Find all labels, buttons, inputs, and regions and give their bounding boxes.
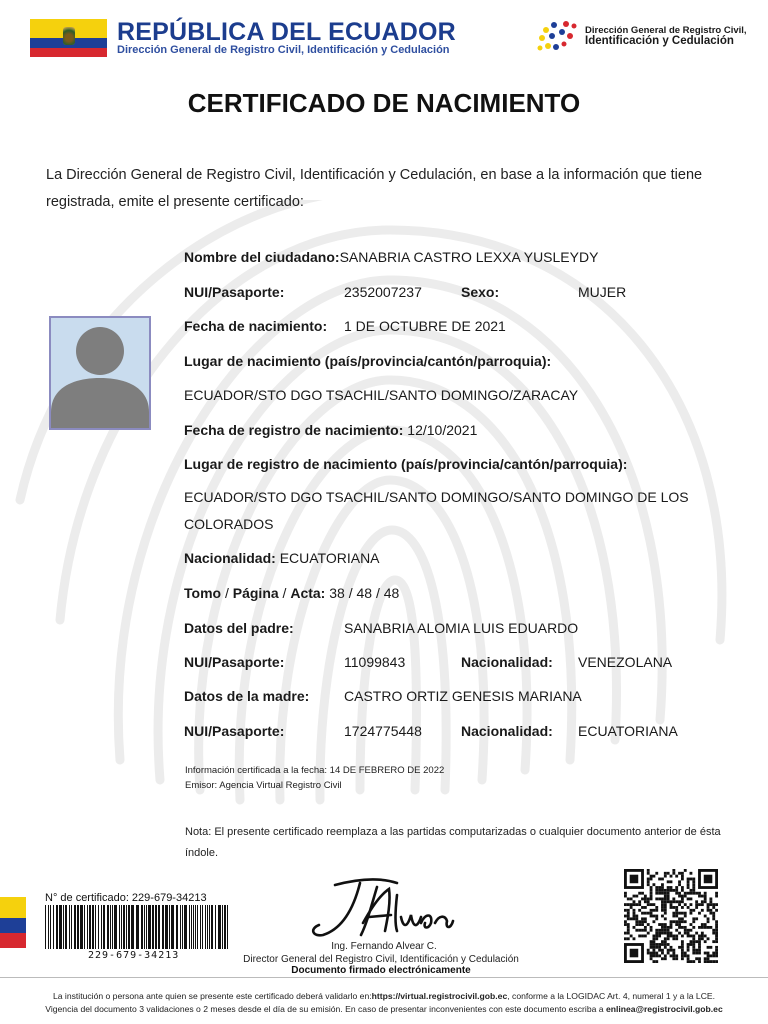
person-silhouette-icon xyxy=(51,318,149,428)
footer-line1: La institución o persona ante quien se presente este certificado deberá validarlo en:https://virtual.registrocivil.gob.ec, conforme a la LOGIDAC Art. 4, numeral 1 y a la LCE. xyxy=(52,991,716,1001)
father-name: SANABRIA ALOMIA LUIS EDUARDO xyxy=(344,620,579,636)
qr-code xyxy=(622,869,720,963)
registration-place: ECUADOR/STO DGO TSACHIL/SANTO DOMINGO/SANTO DOMINGO DE LOS COLORADOS xyxy=(184,489,689,532)
coat-of-arms-icon xyxy=(63,27,75,45)
registro-civil-logo-icon xyxy=(536,16,580,58)
footer-line2: Vigencia del documento 3 validaciones o 2 meses desde el día de su emisión. En caso de presentar inconvenientes con este documento escriba a enlinea@registrocivil.gob.ec xyxy=(45,1004,723,1014)
barcode-number: 229-679-34213 xyxy=(88,950,180,961)
nationality-label: Nacionalidad: xyxy=(184,550,276,566)
footer-divider xyxy=(0,977,768,978)
tomo-row: Tomo / Página / Acta: 38 / 48 / 48 xyxy=(184,585,400,601)
nationality-row xyxy=(184,550,380,566)
institution-subtitle: Dirección General de Registro Civil, Identificación y Cedulación xyxy=(117,44,450,56)
birth-date: 1 DE OCTUBRE DE 2021 xyxy=(344,318,506,334)
father-nationality: VENEZOLANA xyxy=(578,654,673,670)
father-nui: 11099843 xyxy=(344,654,406,670)
signatory-role: Director General del Registro Civil, Identificación y Cedulación xyxy=(243,954,519,965)
support-email-link[interactable]: enlinea@registrocivil.gob.ec xyxy=(605,1004,723,1014)
father-nationality-label: Nacionalidad: xyxy=(461,654,553,670)
mother-nui: 1724775448 xyxy=(344,723,422,739)
citizen-name: SANABRIA CASTRO LEXXA YUSLEYDY xyxy=(339,249,599,265)
citizen-name-row xyxy=(184,249,598,265)
registration-place-label: Lugar de registro de nacimiento (país/provincia/cantón/parroquia): xyxy=(184,456,628,472)
certificate-number: N° de certificado: 229-679-34213 xyxy=(45,892,207,904)
intro-paragraph: La Dirección General de Registro Civil, Identificación y Cedulación, en base a la información que tiene registrada, emite el presente certificado: xyxy=(46,167,703,210)
father-nui-label: NUI/Pasaporte: xyxy=(184,654,285,670)
ecuador-flag xyxy=(30,19,107,57)
pagina-label: Página xyxy=(232,585,279,601)
registration-date-label: Fecha de registro de nacimiento: xyxy=(184,422,404,438)
mother-nui-label: NUI/Pasaporte: xyxy=(184,723,285,739)
registration-date: 12/10/2021 xyxy=(407,422,478,438)
citizen-nui-label: NUI/Pasaporte: xyxy=(184,284,285,300)
logo-text-line2: Identificación y Cedulación xyxy=(585,35,734,47)
mother-nationality-label: Nacionalidad: xyxy=(461,723,553,739)
mother-nationality: ECUATORIANA xyxy=(578,723,678,739)
tomo-values: 38 / 48 / 48 xyxy=(329,585,400,601)
birth-date-label: Fecha de nacimiento: xyxy=(184,318,328,334)
nationality-value: ECUATORIANA xyxy=(279,550,380,566)
flag-strip xyxy=(0,888,26,948)
mother-label: Datos de la madre: xyxy=(184,688,310,704)
document-title: CERTIFICADO DE NACIMIENTO xyxy=(187,88,581,118)
sex-value: MUJER xyxy=(578,284,627,300)
birth-place: ECUADOR/STO DGO TSACHIL/SANTO DOMINGO/ZARACAY xyxy=(184,387,579,403)
tomo-label: Tomo xyxy=(184,585,222,601)
citizen-nui: 2352007237 xyxy=(344,284,422,300)
sex-label: Sexo: xyxy=(461,284,500,300)
citizen-name-label: Nombre del ciudadano: xyxy=(184,249,340,265)
validation-url-link[interactable]: https://virtual.registrocivil.gob.ec xyxy=(371,991,508,1001)
electronic-signature-note: Documento firmado electrónicamente xyxy=(291,965,471,976)
registration-date-row xyxy=(184,422,477,438)
note: Nota: El presente certificado reemplaza a las partidas computarizadas o cualquier documento anterior de ésta índole. xyxy=(185,826,721,859)
signatory-name: Ing. Fernando Alvear C. xyxy=(331,941,437,952)
certified-date: Información certificada a la fecha: 14 DE FEBRERO DE 2022 xyxy=(185,765,445,776)
signature xyxy=(305,873,455,943)
father-label: Datos del padre: xyxy=(184,620,294,636)
mother-name: CASTRO ORTIZ GENESIS MARIANA xyxy=(344,688,582,704)
acta-label: Acta: xyxy=(290,585,326,601)
logo-text-line1: Dirección General de Registro Civil, xyxy=(585,25,747,36)
issuer: Emisor: Agencia Virtual Registro Civil xyxy=(185,780,342,791)
country-title: REPÚBLICA DEL ECUADOR xyxy=(117,18,456,46)
birth-place-label: Lugar de nacimiento (país/provincia/cantón/parroquia): xyxy=(184,353,552,369)
citizen-photo-placeholder xyxy=(49,316,151,430)
